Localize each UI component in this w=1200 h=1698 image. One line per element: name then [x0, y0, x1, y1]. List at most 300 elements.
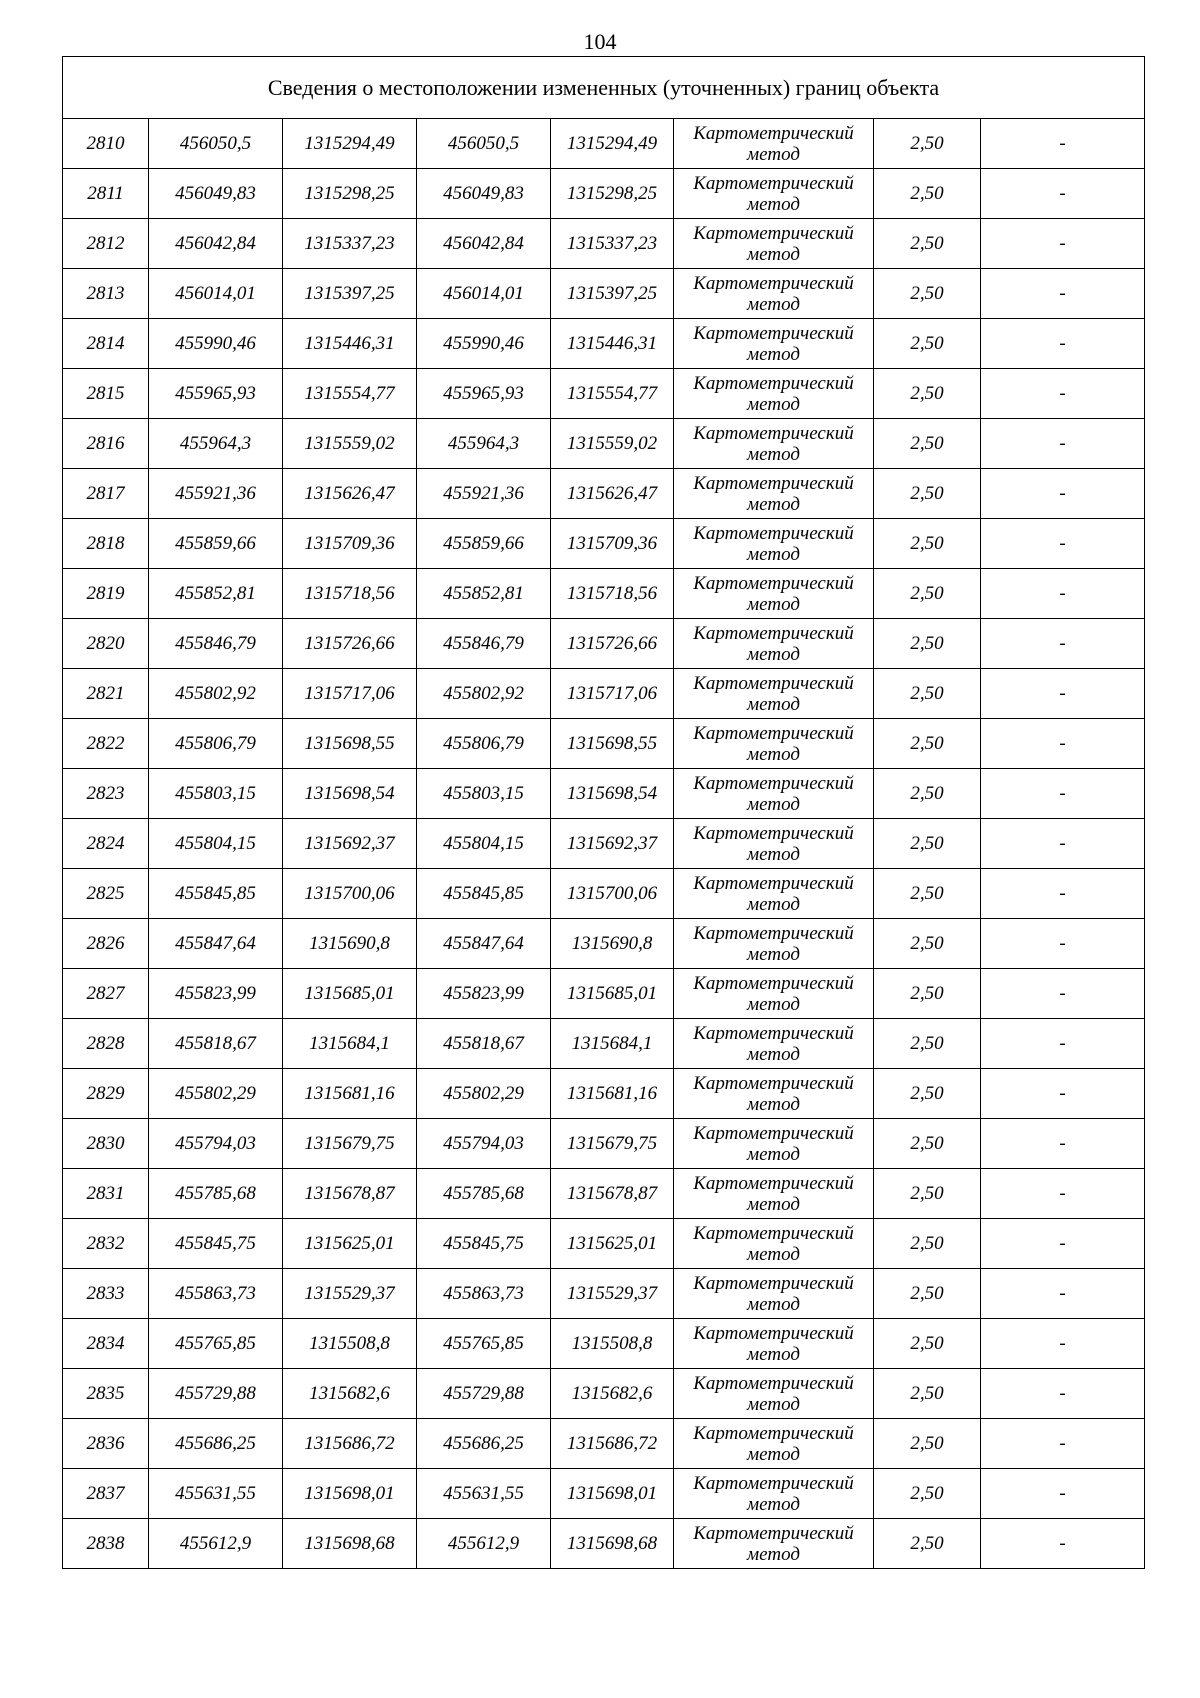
existing-y-cell: 1315529,37: [283, 1269, 417, 1319]
refined-x-cell: 455803,15: [417, 769, 551, 819]
refined-y-cell: 1315559,02: [551, 419, 674, 469]
accuracy-cell: 2,50: [874, 1419, 981, 1469]
method-line-1: Картометрический: [693, 1172, 854, 1194]
refined-x-cell: 455964,3: [417, 419, 551, 469]
existing-x-cell: 456050,5: [149, 119, 283, 169]
existing-x-cell: 455804,15: [149, 819, 283, 869]
method-line-1: Картометрический: [693, 822, 854, 844]
table-row: [63, 419, 1145, 469]
point-id-cell: 2823: [63, 769, 149, 819]
point-id-cell: 2812: [63, 219, 149, 269]
note-cell: -: [981, 1219, 1145, 1269]
method-line-1: Картометрический: [693, 272, 854, 294]
method-line-2: метод: [747, 843, 800, 865]
method-line-2: метод: [747, 1043, 800, 1065]
method-line-2: метод: [747, 1243, 800, 1265]
point-id-cell: 2813: [63, 269, 149, 319]
method-line-1: Картометрический: [693, 1022, 854, 1044]
table-row: [63, 1419, 1145, 1469]
table-row: [63, 1119, 1145, 1169]
refined-y-cell: 1315508,8: [551, 1319, 674, 1369]
table-row: [63, 219, 1145, 269]
table-row: [63, 519, 1145, 569]
existing-x-cell: 455846,79: [149, 619, 283, 669]
method-line-1: Картометрический: [693, 922, 854, 944]
table-row: [63, 869, 1145, 919]
existing-x-cell: 456049,83: [149, 169, 283, 219]
refined-x-cell: 455765,85: [417, 1319, 551, 1369]
page-number: 104: [583, 29, 617, 54]
existing-x-cell: 455794,03: [149, 1119, 283, 1169]
table-row: [63, 719, 1145, 769]
accuracy-cell: 2,50: [874, 519, 981, 569]
method-line-2: метод: [747, 993, 800, 1015]
method-line-2: метод: [747, 1543, 800, 1565]
note-cell: -: [981, 1269, 1145, 1319]
existing-y-cell: 1315690,8: [283, 919, 417, 969]
method-line-2: метод: [747, 1293, 800, 1315]
note-cell: -: [981, 169, 1145, 219]
table-row: [63, 1269, 1145, 1319]
table-row: [63, 1369, 1145, 1419]
point-id-cell: 2833: [63, 1269, 149, 1319]
refined-x-cell: 455794,03: [417, 1119, 551, 1169]
point-id-cell: 2819: [63, 569, 149, 619]
method-line-1: Картометрический: [693, 1072, 854, 1094]
table-row: [63, 119, 1145, 169]
refined-x-cell: 456049,83: [417, 169, 551, 219]
refined-x-cell: 455818,67: [417, 1019, 551, 1069]
method-cell: [674, 869, 874, 919]
method-cell: [674, 1219, 874, 1269]
note-cell: -: [981, 1019, 1145, 1069]
method-line-1: Картометрический: [693, 172, 854, 194]
note-cell: -: [981, 319, 1145, 369]
table-row: [63, 269, 1145, 319]
method-cell: [674, 819, 874, 869]
existing-y-cell: 1315709,36: [283, 519, 417, 569]
method-cell: [674, 669, 874, 719]
existing-x-cell: 455852,81: [149, 569, 283, 619]
accuracy-cell: 2,50: [874, 1169, 981, 1219]
table-row: [63, 1169, 1145, 1219]
table-row: [63, 919, 1145, 969]
method-line-1: Картометрический: [693, 372, 854, 394]
refined-x-cell: 455847,64: [417, 919, 551, 969]
point-id-cell: 2810: [63, 119, 149, 169]
method-cell: [674, 1069, 874, 1119]
point-id-cell: 2834: [63, 1319, 149, 1369]
method-cell: [674, 919, 874, 969]
method-line-2: метод: [747, 793, 800, 815]
accuracy-cell: 2,50: [874, 1069, 981, 1119]
method-line-2: метод: [747, 543, 800, 565]
refined-y-cell: 1315692,37: [551, 819, 674, 869]
refined-y-cell: 1315681,16: [551, 1069, 674, 1119]
accuracy-cell: 2,50: [874, 1219, 981, 1269]
method-line-2: метод: [747, 893, 800, 915]
table-row: [63, 769, 1145, 819]
method-line-1: Картометрический: [693, 772, 854, 794]
existing-y-cell: 1315682,6: [283, 1369, 417, 1419]
existing-y-cell: 1315698,01: [283, 1469, 417, 1519]
table-row: [63, 1219, 1145, 1269]
refined-y-cell: 1315726,66: [551, 619, 674, 669]
note-cell: -: [981, 769, 1145, 819]
refined-y-cell: 1315690,8: [551, 919, 674, 969]
point-id-cell: 2831: [63, 1169, 149, 1219]
method-line-2: метод: [747, 243, 800, 265]
refined-y-cell: 1315678,87: [551, 1169, 674, 1219]
refined-y-cell: 1315337,23: [551, 219, 674, 269]
method-line-1: Картометрический: [693, 1122, 854, 1144]
method-cell: [674, 219, 874, 269]
accuracy-cell: 2,50: [874, 1019, 981, 1069]
refined-y-cell: 1315700,06: [551, 869, 674, 919]
existing-y-cell: 1315337,23: [283, 219, 417, 269]
point-id-cell: 2816: [63, 419, 149, 469]
accuracy-cell: 2,50: [874, 819, 981, 869]
method-cell: [674, 269, 874, 319]
method-line-1: Картометрический: [693, 422, 854, 444]
method-cell: [674, 769, 874, 819]
existing-y-cell: 1315698,55: [283, 719, 417, 769]
existing-y-cell: 1315681,16: [283, 1069, 417, 1119]
existing-y-cell: 1315685,01: [283, 969, 417, 1019]
method-cell: [674, 969, 874, 1019]
refined-y-cell: 1315679,75: [551, 1119, 674, 1169]
method-line-1: Картометрический: [693, 522, 854, 544]
method-cell: [674, 469, 874, 519]
method-line-1: Картометрический: [693, 1472, 854, 1494]
refined-y-cell: 1315682,6: [551, 1369, 674, 1419]
existing-x-cell: 455686,25: [149, 1419, 283, 1469]
accuracy-cell: 2,50: [874, 769, 981, 819]
note-cell: -: [981, 1319, 1145, 1369]
accuracy-cell: 2,50: [874, 969, 981, 1019]
existing-y-cell: 1315698,68: [283, 1519, 417, 1569]
table-row: [63, 669, 1145, 719]
refined-x-cell: 455863,73: [417, 1269, 551, 1319]
refined-x-cell: 455804,15: [417, 819, 551, 869]
method-line-1: Картометрический: [693, 1522, 854, 1544]
accuracy-cell: 2,50: [874, 1269, 981, 1319]
note-cell: -: [981, 719, 1145, 769]
accuracy-cell: 2,50: [874, 569, 981, 619]
point-id-cell: 2838: [63, 1519, 149, 1569]
method-cell: [674, 1169, 874, 1219]
method-line-1: Картометрический: [693, 872, 854, 894]
method-line-2: метод: [747, 193, 800, 215]
method-cell: [674, 1519, 874, 1569]
table-row: [63, 619, 1145, 669]
refined-y-cell: 1315446,31: [551, 319, 674, 369]
method-cell: [674, 1369, 874, 1419]
existing-x-cell: 455612,9: [149, 1519, 283, 1569]
method-line-1: Картометрический: [693, 572, 854, 594]
refined-y-cell: 1315529,37: [551, 1269, 674, 1319]
existing-x-cell: 455859,66: [149, 519, 283, 569]
accuracy-cell: 2,50: [874, 119, 981, 169]
note-cell: -: [981, 1419, 1145, 1469]
accuracy-cell: 2,50: [874, 319, 981, 369]
method-line-2: метод: [747, 943, 800, 965]
method-line-2: метод: [747, 1393, 800, 1415]
method-line-2: метод: [747, 393, 800, 415]
table-row: [63, 469, 1145, 519]
existing-y-cell: 1315684,1: [283, 1019, 417, 1069]
refined-x-cell: 455802,92: [417, 669, 551, 719]
method-line-2: метод: [747, 643, 800, 665]
note-cell: -: [981, 619, 1145, 669]
method-cell: [674, 319, 874, 369]
method-line-2: метод: [747, 1493, 800, 1515]
accuracy-cell: 2,50: [874, 1369, 981, 1419]
existing-y-cell: 1315559,02: [283, 419, 417, 469]
method-line-1: Картометрический: [693, 322, 854, 344]
point-id-cell: 2811: [63, 169, 149, 219]
method-cell: [674, 119, 874, 169]
existing-y-cell: 1315678,87: [283, 1169, 417, 1219]
method-cell: [674, 1319, 874, 1369]
table-row: [63, 1069, 1145, 1119]
existing-y-cell: 1315625,01: [283, 1219, 417, 1269]
point-id-cell: 2825: [63, 869, 149, 919]
method-cell: [674, 1019, 874, 1069]
existing-y-cell: 1315294,49: [283, 119, 417, 169]
refined-x-cell: 455806,79: [417, 719, 551, 769]
refined-y-cell: 1315684,1: [551, 1019, 674, 1069]
existing-x-cell: 455990,46: [149, 319, 283, 369]
method-cell: [674, 569, 874, 619]
table-row: [63, 369, 1145, 419]
table-row: [63, 169, 1145, 219]
method-line-2: метод: [747, 1343, 800, 1365]
note-cell: -: [981, 119, 1145, 169]
table-title: Сведения о местоположении измененных (уточненных) границ объекта: [63, 57, 1145, 119]
existing-x-cell: 455765,85: [149, 1319, 283, 1369]
point-id-cell: 2815: [63, 369, 149, 419]
existing-x-cell: 455818,67: [149, 1019, 283, 1069]
existing-y-cell: 1315686,72: [283, 1419, 417, 1469]
method-line-1: Картометрический: [693, 1372, 854, 1394]
method-cell: [674, 419, 874, 469]
existing-x-cell: 455921,36: [149, 469, 283, 519]
note-cell: -: [981, 1119, 1145, 1169]
refined-y-cell: 1315698,68: [551, 1519, 674, 1569]
existing-x-cell: 455965,93: [149, 369, 283, 419]
accuracy-cell: 2,50: [874, 619, 981, 669]
existing-y-cell: 1315718,56: [283, 569, 417, 619]
note-cell: -: [981, 819, 1145, 869]
existing-x-cell: 455729,88: [149, 1369, 283, 1419]
note-cell: -: [981, 919, 1145, 969]
method-cell: [674, 369, 874, 419]
refined-y-cell: 1315294,49: [551, 119, 674, 169]
refined-x-cell: 455785,68: [417, 1169, 551, 1219]
method-cell: [674, 719, 874, 769]
existing-y-cell: 1315397,25: [283, 269, 417, 319]
point-id-cell: 2817: [63, 469, 149, 519]
method-line-2: метод: [747, 1143, 800, 1165]
point-id-cell: 2835: [63, 1369, 149, 1419]
note-cell: -: [981, 369, 1145, 419]
refined-y-cell: 1315685,01: [551, 969, 674, 1019]
refined-x-cell: 455845,85: [417, 869, 551, 919]
refined-x-cell: 455823,99: [417, 969, 551, 1019]
refined-y-cell: 1315698,01: [551, 1469, 674, 1519]
existing-y-cell: 1315717,06: [283, 669, 417, 719]
existing-x-cell: 456014,01: [149, 269, 283, 319]
existing-x-cell: 455806,79: [149, 719, 283, 769]
point-id-cell: 2822: [63, 719, 149, 769]
point-id-cell: 2821: [63, 669, 149, 719]
refined-y-cell: 1315626,47: [551, 469, 674, 519]
note-cell: -: [981, 1069, 1145, 1119]
refined-x-cell: 455965,93: [417, 369, 551, 419]
accuracy-cell: 2,50: [874, 169, 981, 219]
method-line-2: метод: [747, 743, 800, 765]
refined-x-cell: 455846,79: [417, 619, 551, 669]
point-id-cell: 2828: [63, 1019, 149, 1069]
point-id-cell: 2826: [63, 919, 149, 969]
existing-x-cell: 456042,84: [149, 219, 283, 269]
existing-x-cell: 455802,92: [149, 669, 283, 719]
refined-x-cell: 455921,36: [417, 469, 551, 519]
existing-y-cell: 1315700,06: [283, 869, 417, 919]
method-cell: [674, 1119, 874, 1169]
method-line-2: метод: [747, 593, 800, 615]
existing-y-cell: 1315679,75: [283, 1119, 417, 1169]
method-line-2: метод: [747, 1093, 800, 1115]
existing-x-cell: 455631,55: [149, 1469, 283, 1519]
refined-y-cell: 1315397,25: [551, 269, 674, 319]
existing-y-cell: 1315698,54: [283, 769, 417, 819]
existing-x-cell: 455785,68: [149, 1169, 283, 1219]
accuracy-cell: 2,50: [874, 269, 981, 319]
boundary-coordinates-table: [62, 56, 1145, 1569]
refined-x-cell: 456014,01: [417, 269, 551, 319]
method-line-1: Картометрический: [693, 622, 854, 644]
point-id-cell: 2820: [63, 619, 149, 669]
refined-x-cell: 455729,88: [417, 1369, 551, 1419]
method-line-1: Картометрический: [693, 472, 854, 494]
method-cell: [674, 1269, 874, 1319]
method-line-2: метод: [747, 1193, 800, 1215]
method-line-1: Картометрический: [693, 1222, 854, 1244]
table-title-row: [63, 57, 1145, 119]
refined-x-cell: 455612,9: [417, 1519, 551, 1569]
refined-x-cell: 455852,81: [417, 569, 551, 619]
accuracy-cell: 2,50: [874, 1519, 981, 1569]
point-id-cell: 2837: [63, 1469, 149, 1519]
refined-x-cell: 456050,5: [417, 119, 551, 169]
table-row: [63, 969, 1145, 1019]
table-row: [63, 569, 1145, 619]
method-cell: [674, 519, 874, 569]
method-line-1: Картометрический: [693, 1422, 854, 1444]
existing-x-cell: 455823,99: [149, 969, 283, 1019]
method-cell: [674, 1419, 874, 1469]
refined-x-cell: 455990,46: [417, 319, 551, 369]
method-line-2: метод: [747, 443, 800, 465]
refined-y-cell: 1315625,01: [551, 1219, 674, 1269]
method-line-2: метод: [747, 343, 800, 365]
existing-x-cell: 455863,73: [149, 1269, 283, 1319]
note-cell: -: [981, 569, 1145, 619]
refined-x-cell: 455631,55: [417, 1469, 551, 1519]
refined-y-cell: 1315698,55: [551, 719, 674, 769]
existing-y-cell: 1315692,37: [283, 819, 417, 869]
method-line-1: Картометрический: [693, 1322, 854, 1344]
refined-y-cell: 1315686,72: [551, 1419, 674, 1469]
method-cell: [674, 1469, 874, 1519]
refined-x-cell: 455686,25: [417, 1419, 551, 1469]
method-line-2: метод: [747, 493, 800, 515]
accuracy-cell: 2,50: [874, 419, 981, 469]
existing-y-cell: 1315554,77: [283, 369, 417, 419]
note-cell: -: [981, 1169, 1145, 1219]
point-id-cell: 2814: [63, 319, 149, 369]
method-line-1: Картометрический: [693, 122, 854, 144]
existing-y-cell: 1315446,31: [283, 319, 417, 369]
point-id-cell: 2830: [63, 1119, 149, 1169]
note-cell: -: [981, 1469, 1145, 1519]
existing-y-cell: 1315298,25: [283, 169, 417, 219]
existing-x-cell: 455845,85: [149, 869, 283, 919]
point-id-cell: 2818: [63, 519, 149, 569]
refined-y-cell: 1315298,25: [551, 169, 674, 219]
existing-x-cell: 455964,3: [149, 419, 283, 469]
refined-y-cell: 1315554,77: [551, 369, 674, 419]
method-line-1: Картометрический: [693, 1272, 854, 1294]
refined-x-cell: 456042,84: [417, 219, 551, 269]
accuracy-cell: 2,50: [874, 1319, 981, 1369]
point-id-cell: 2824: [63, 819, 149, 869]
method-line-2: метод: [747, 293, 800, 315]
accuracy-cell: 2,50: [874, 919, 981, 969]
existing-y-cell: 1315508,8: [283, 1319, 417, 1369]
method-line-1: Картометрический: [693, 722, 854, 744]
refined-y-cell: 1315698,54: [551, 769, 674, 819]
table-row: [63, 1469, 1145, 1519]
method-cell: [674, 169, 874, 219]
method-line-1: Картометрический: [693, 672, 854, 694]
note-cell: -: [981, 1369, 1145, 1419]
method-line-2: метод: [747, 693, 800, 715]
table-row: [63, 1519, 1145, 1569]
method-line-2: метод: [747, 143, 800, 165]
existing-y-cell: 1315726,66: [283, 619, 417, 669]
point-id-cell: 2836: [63, 1419, 149, 1469]
note-cell: -: [981, 1519, 1145, 1569]
existing-x-cell: 455847,64: [149, 919, 283, 969]
point-id-cell: 2832: [63, 1219, 149, 1269]
note-cell: -: [981, 869, 1145, 919]
accuracy-cell: 2,50: [874, 869, 981, 919]
note-cell: -: [981, 669, 1145, 719]
method-cell: [674, 619, 874, 669]
refined-x-cell: 455802,29: [417, 1069, 551, 1119]
refined-x-cell: 455859,66: [417, 519, 551, 569]
method-line-1: Картометрический: [693, 222, 854, 244]
accuracy-cell: 2,50: [874, 219, 981, 269]
refined-x-cell: 455845,75: [417, 1219, 551, 1269]
note-cell: -: [981, 469, 1145, 519]
note-cell: -: [981, 219, 1145, 269]
existing-y-cell: 1315626,47: [283, 469, 417, 519]
note-cell: -: [981, 969, 1145, 1019]
